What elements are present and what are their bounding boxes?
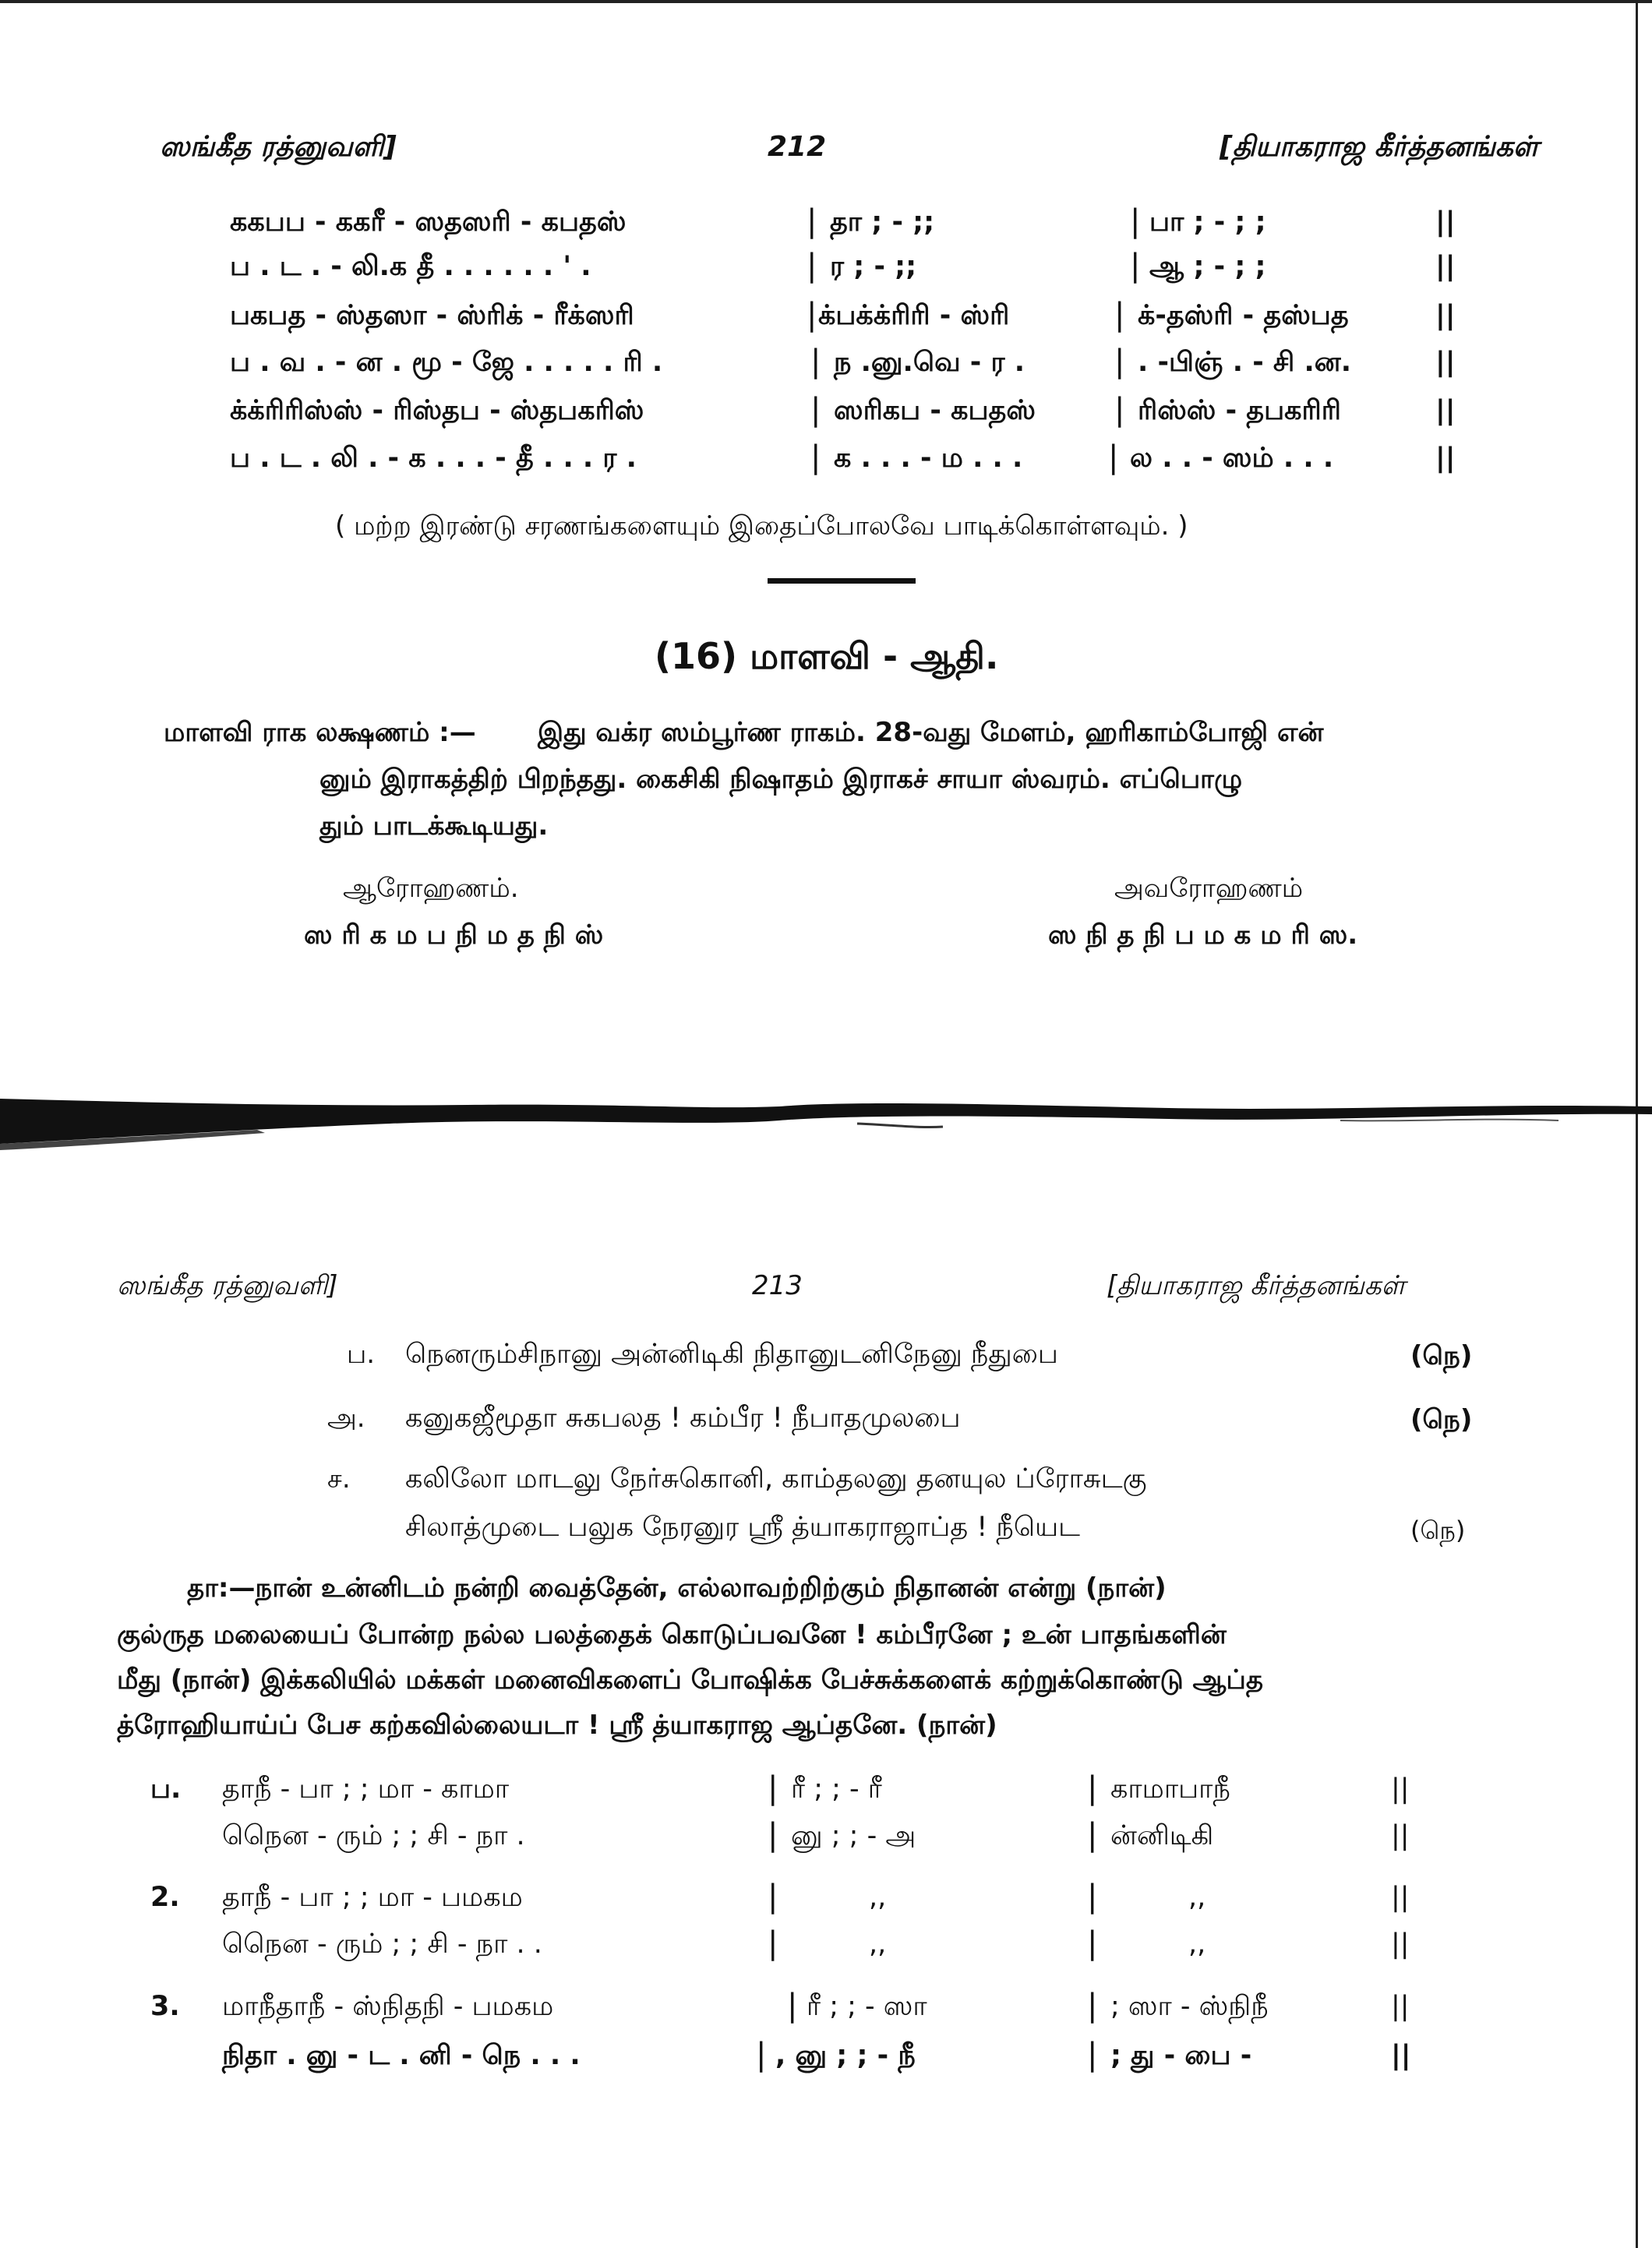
bar-divider: |: [810, 344, 821, 379]
beat-column-1: ஸரிகப - கபதஸ்: [834, 395, 1036, 426]
row-end-mark: ||: [1391, 2040, 1411, 2071]
notation-row: [0, 1988, 1652, 2034]
beat-column-1: தா ; - ;;: [830, 206, 935, 238]
running-header-right: [தியாகராஜ கீர்த்தனங்கள்: [1220, 131, 1539, 163]
refrain-ref: (நெ): [1410, 1404, 1473, 1435]
meaning-line: த்ரோஹியாய்ப் பேச கற்கவில்லையடா ! ஸ்ரீ த்யாகராஜ ஆப்தனே. (நான்): [117, 1710, 997, 1741]
beat-column-2: . -பிஞ் . - சி .ன.: [1138, 347, 1352, 378]
page-213: [0, 1145, 1652, 2248]
sahitya-column: ப . ட . லி . - க . . . - தீ . . . ர .: [230, 443, 637, 474]
running-header-left: ஸங்கீத ரத்னுவளி]: [160, 131, 397, 163]
beat-column-2: பா ; - ; ;: [1149, 206, 1266, 238]
beat-column-1: ரீ ; ; - ஸா: [807, 1991, 927, 2022]
beat-column-2: ,,: [1188, 1929, 1206, 1960]
beat-column-1: ,,: [869, 1882, 887, 1913]
arohanam-label: ஆரோஹணம்.: [343, 873, 519, 904]
bar-divider: |: [768, 1770, 778, 1806]
beat-column-1: ர ; - ;;: [830, 251, 917, 282]
torn-page-edge: [0, 1083, 1652, 1153]
charanam-lyrics: கலிலோ மாடலு நேர்சுகொனி, காம்தலனு தனயுல ப்ரோசுடகு: [405, 1463, 1147, 1495]
beat-column-2: காமாபாநீ: [1110, 1773, 1230, 1805]
avarohanam-scale: ஸ நி த நி ப ம க ம ரி ஸ.: [1048, 919, 1358, 951]
sahitya-column: நெென - ரும் ; ; சி - நா . .: [222, 1929, 542, 1960]
bar-divider: |: [1087, 1879, 1098, 1915]
beat-column-2: ; து - பை -: [1110, 2040, 1252, 2071]
bar-divider: |: [768, 1925, 778, 1961]
meaning-line: குல்ருத மலையைப் போன்ற நல்ல பலத்தைக் கொடுப்பவனே ! கம்பீரனே ; உன் பாதங்களின்: [117, 1619, 1227, 1650]
beat-column-2: ல . . - ஸம் . . .: [1130, 443, 1334, 474]
row-end-mark: ||: [1435, 206, 1456, 238]
bar-divider: |: [807, 297, 817, 333]
bar-divider: |: [768, 1879, 778, 1915]
beat-column-2: ரிஸ்ஸ் - தபகரிரி: [1138, 395, 1341, 426]
meaning-line: மீது (நான்) இக்கலியில் மக்கள் மனைவிகளைப் போஷிக்க பேச்சுக்களைக் கற்றுக்கொண்டு ஆப்த: [117, 1664, 1263, 1696]
beat-column-1: , னு ; ; - நீ: [775, 2040, 916, 2071]
row-end-mark: ||: [1391, 1929, 1410, 1960]
sahitya-column: ப . வ . - ன . மூ - ஜே . . . . . ரி .: [230, 347, 663, 378]
page-212: [0, 0, 1652, 1114]
row-end-mark: ||: [1391, 1820, 1410, 1851]
lakshanam-line: தும் பாடக்கூடியது.: [319, 810, 549, 842]
avarohanam-label: அவரோஹணம்: [1114, 873, 1304, 904]
bar-divider: |: [810, 392, 821, 428]
swara-column: ககபப - ககரீ - ஸதஸரி - கபதஸ்: [230, 206, 627, 238]
row-number: 3.: [150, 1991, 180, 2022]
bar-divider: |: [1130, 248, 1141, 284]
beat-column-2: ,,: [1188, 1882, 1206, 1913]
row-end-mark: ||: [1435, 300, 1456, 331]
bar-divider: |: [756, 2037, 767, 2073]
beat-column-1: ,,: [869, 1929, 887, 1960]
meaning-line: தா:—நான் உன்னிடம் நன்றி வைத்தேன், எல்லாவற்றிற்கும் நிதானன் என்று (நான்): [187, 1572, 1167, 1604]
bar-divider: |: [807, 203, 817, 239]
lakshanam-line: னும் இராகத்திற் பிறந்தது. கைசிகி நிஷாதம் இராகச் சாயா ஸ்வரம். எப்பொழு: [319, 764, 1243, 795]
row-end-mark: ||: [1435, 443, 1456, 474]
sahitya-column: நிதா . னு - ட . னி - நெ . . .: [222, 2040, 581, 2071]
notation-row: [0, 248, 1652, 295]
notation-row: [0, 344, 1652, 390]
notation-row: [0, 203, 1652, 250]
swara-column: தாநீ - பா ; ; மா - காமா: [222, 1773, 510, 1805]
sahitya-column: நெென - ரும் ; ; சி - நா .: [222, 1820, 525, 1851]
charanam-lyrics: சிலாத்முடை பலுக நேரனுர ஸ்ரீ த்யாகராஜாப்த ! நீயெட: [405, 1512, 1080, 1543]
refrain-ref: (நெ): [1410, 1516, 1466, 1545]
bar-divider: |: [1114, 344, 1125, 379]
arohanam-scale: ஸ ரி க ம ப நி ம த நி ஸ்: [304, 919, 604, 951]
swara-column: க்க்ரிரிஸ்ஸ் - ரிஸ்தப - ஸ்தபகரிஸ்: [230, 395, 644, 426]
notation-row: [0, 297, 1652, 344]
notation-row: [0, 1879, 1652, 1925]
notation-row: [0, 392, 1652, 439]
bar-divider: |: [1114, 392, 1125, 428]
beat-column-1: க . . . - ம . . .: [834, 443, 1023, 474]
row-end-mark: ||: [1391, 1991, 1410, 2022]
beat-column-2: க்-தஸ்ரி - தஸ்பத: [1138, 300, 1349, 331]
beat-column-2: ; ஸா - ஸ்நிநீ: [1110, 1991, 1269, 2022]
bar-divider: |: [1130, 203, 1141, 239]
swara-column: தாநீ - பா ; ; மா - பமகம: [222, 1882, 523, 1913]
page-number: 213: [752, 1270, 803, 1301]
sahitya-column: ப . ட . - லி.க தீ . . . . . . ' .: [230, 251, 591, 282]
beat-column-1: ந .னு.வெ - ர .: [834, 347, 1025, 378]
section-mark: ச.: [327, 1463, 351, 1495]
row-end-mark: ||: [1391, 1882, 1410, 1913]
bar-divider: |: [1087, 1817, 1098, 1853]
bar-divider: |: [1108, 439, 1119, 475]
charanam-note: ( மற்ற இரண்டு சரணங்களையும் இதைப்போலவே பாடிக்கொள்ளவும். ): [335, 510, 1188, 542]
section-mark: ப.: [347, 1339, 376, 1370]
beat-column-2: ஆ ; - ; ;: [1149, 251, 1266, 282]
section-mark: அ.: [327, 1403, 365, 1434]
bar-divider: |: [1087, 1988, 1098, 2024]
notation-row: [0, 439, 1652, 486]
bar-divider: |: [1114, 297, 1125, 333]
beat-column-1: ரீ ; ; - ரீ: [791, 1773, 882, 1805]
beat-column-2: ன்னிடிகி: [1110, 1820, 1214, 1851]
notation-row: [0, 1770, 1652, 1817]
row-end-mark: ||: [1435, 347, 1456, 378]
bar-divider: |: [807, 248, 817, 284]
bar-divider: |: [1087, 2037, 1098, 2073]
bar-divider: |: [1087, 1925, 1098, 1961]
lakshanam-label: மாளவி ராக லக்ஷணம் :—: [164, 717, 476, 748]
row-number: ப.: [150, 1773, 182, 1805]
bar-divider: |: [787, 1988, 798, 2024]
notation-row: [0, 1925, 1652, 1972]
row-end-mark: ||: [1435, 395, 1456, 426]
row-end-mark: ||: [1435, 251, 1456, 282]
beat-column-1: க்பக்க்ரிரி - ஸ்ரி: [818, 300, 1010, 331]
beat-column-1: னு ; ; - அ: [791, 1820, 916, 1851]
running-header-left: ஸங்கீத ரத்னுவளி]: [117, 1270, 338, 1301]
notation-row: [0, 1817, 1652, 1864]
bar-divider: |: [768, 1817, 778, 1853]
notation-row: [0, 2037, 1652, 2084]
section-divider: [768, 578, 916, 584]
swara-column: பகபத - ஸ்தஸா - ஸ்ரிக் - ரீக்ஸரி: [230, 300, 634, 331]
page-number: 212: [768, 131, 827, 163]
lakshanam-line: இது வக்ர ஸம்பூர்ண ராகம். 28-வது மேளம், ஹரிகாம்போஜி என்: [538, 717, 1324, 748]
row-number: 2.: [150, 1882, 180, 1913]
bar-divider: |: [810, 439, 821, 475]
bar-divider: |: [1087, 1770, 1098, 1806]
swara-column: மாநீதாநீ - ஸ்நிதநி - பமகம: [222, 1991, 554, 2022]
refrain-ref: (நெ): [1410, 1340, 1473, 1371]
running-header-right: [தியாகராஜ கீர்த்தனங்கள்: [1107, 1270, 1406, 1301]
anupallavi-lyrics: கனுகஜீமூதா சுகபலத ! கம்பீர ! நீபாதமுலபை: [405, 1403, 961, 1434]
row-end-mark: ||: [1391, 1773, 1410, 1805]
pallavi-lyrics: நெனரும்சிநானு அன்னிடிகி நிதானுடனிநேனு நீதுபை: [405, 1339, 1058, 1370]
section-title: (16) மாளவி - ஆதி.: [655, 635, 999, 677]
